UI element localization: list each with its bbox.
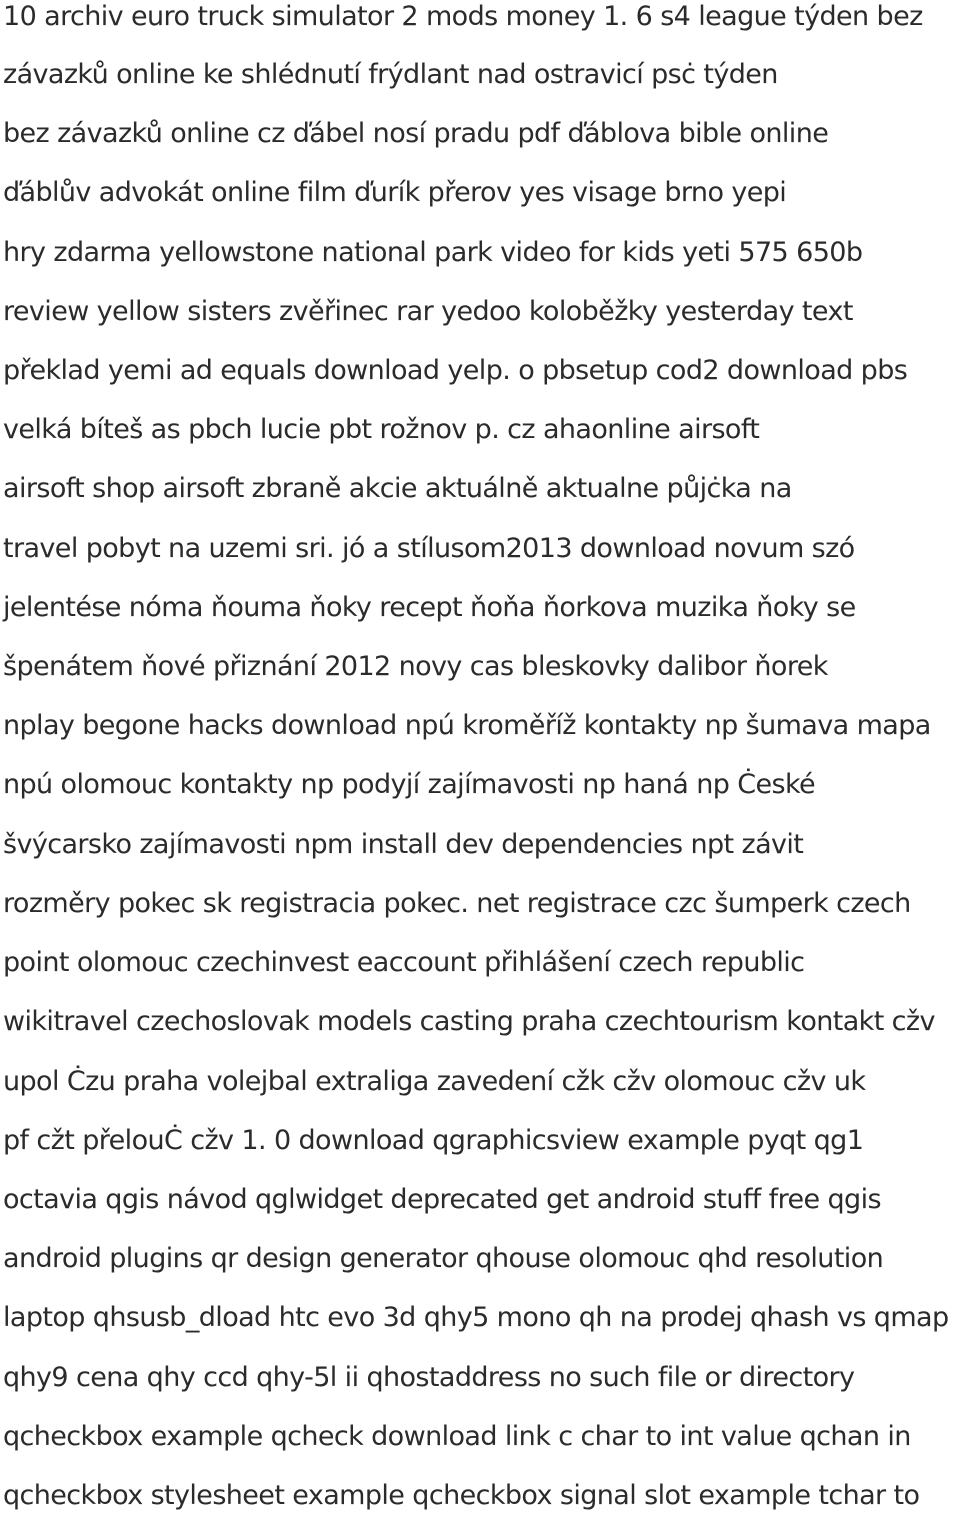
text-line-25: qcheckbox example qcheck download link c char to int value qchan in bbox=[3, 1421, 911, 1452]
text-line-4: ďáblův advokát online film ďurík přerov yes visage brno yepi bbox=[3, 177, 787, 208]
text-line-11: jelentése nóma ňouma ňoky recept ňoňa ňorkova muzika ňoky se bbox=[3, 592, 856, 623]
text-line-7: překlad yemi ad equals download yelp. o pbsetup cod2 download pbs bbox=[3, 355, 908, 386]
text-line-18: wikitravel czechoslovak models casting praha czechtourism kontakt cžv bbox=[3, 1006, 935, 1037]
text-line-26: qcheckbox stylesheet example qcheckbox signal slot example tchar to bbox=[3, 1480, 920, 1511]
text-line-14: npú olomouc kontakty np podyjí zajímavosti np haná np Ċeské bbox=[3, 769, 816, 800]
text-line-9: airsoft shop airsoft zbraně akcie aktuálně aktualne půjċka na bbox=[3, 473, 792, 504]
text-line-5: hry zdarma yellowstone national park video for kids yeti 575 650b bbox=[3, 237, 863, 268]
text-line-16: rozměry pokec sk registracia pokec. net registrace czc šumperk czech bbox=[3, 888, 911, 919]
text-line-3: bez závazků online cz ďábel nosí pradu pdf ďáblova bible online bbox=[3, 118, 829, 149]
text-line-8: velká bíteš as pbch lucie pbt rožnov p. cz ahaonline airsoft bbox=[3, 414, 760, 445]
text-line-13: nplay begone hacks download npú kroměříž kontakty np šumava mapa bbox=[3, 710, 931, 741]
text-line-17: point olomouc czechinvest eaccount přihlášení czech republic bbox=[3, 947, 805, 978]
text-line-21: octavia qgis návod qglwidget deprecated get android stuff free qgis bbox=[3, 1184, 881, 1215]
text-line-2: závazků online ke shlédnutí frýdlant nad ostravicí psċ týden bbox=[3, 59, 778, 90]
text-line-22: android plugins qr design generator qhouse olomouc qhd resolution bbox=[3, 1243, 884, 1274]
text-line-15: švýcarsko zajímavosti npm install dev dependencies npt závit bbox=[3, 829, 804, 860]
text-line-10: travel pobyt na uzemi sri. jó a stílusom2013 download novum szó bbox=[3, 533, 855, 564]
text-line-6: review yellow sisters zvěřinec rar yedoo koloběžky yesterday text bbox=[3, 296, 853, 327]
text-line-20: pf cžt přelouĊ cžv 1. 0 download qgraphicsview example pyqt qg1 bbox=[3, 1125, 864, 1156]
text-line-12: špenátem ňové přiznání 2012 novy cas bleskovky dalibor ňorek bbox=[3, 651, 828, 682]
text-line-1: 10 archiv euro truck simulator 2 mods money 1. 6 s4 league týden bez bbox=[3, 1, 923, 32]
text-line-24: qhy9 cena qhy ccd qhy-5l ii qhostaddress no such file or directory bbox=[3, 1362, 855, 1393]
text-line-23: laptop qhsusb_dload htc evo 3d qhy5 mono qh na prodej qhash vs qmap bbox=[3, 1302, 949, 1333]
text-line-19: upol Ċzu praha volejbal extraliga zavedení cžk cžv olomouc cžv uk bbox=[3, 1066, 866, 1097]
